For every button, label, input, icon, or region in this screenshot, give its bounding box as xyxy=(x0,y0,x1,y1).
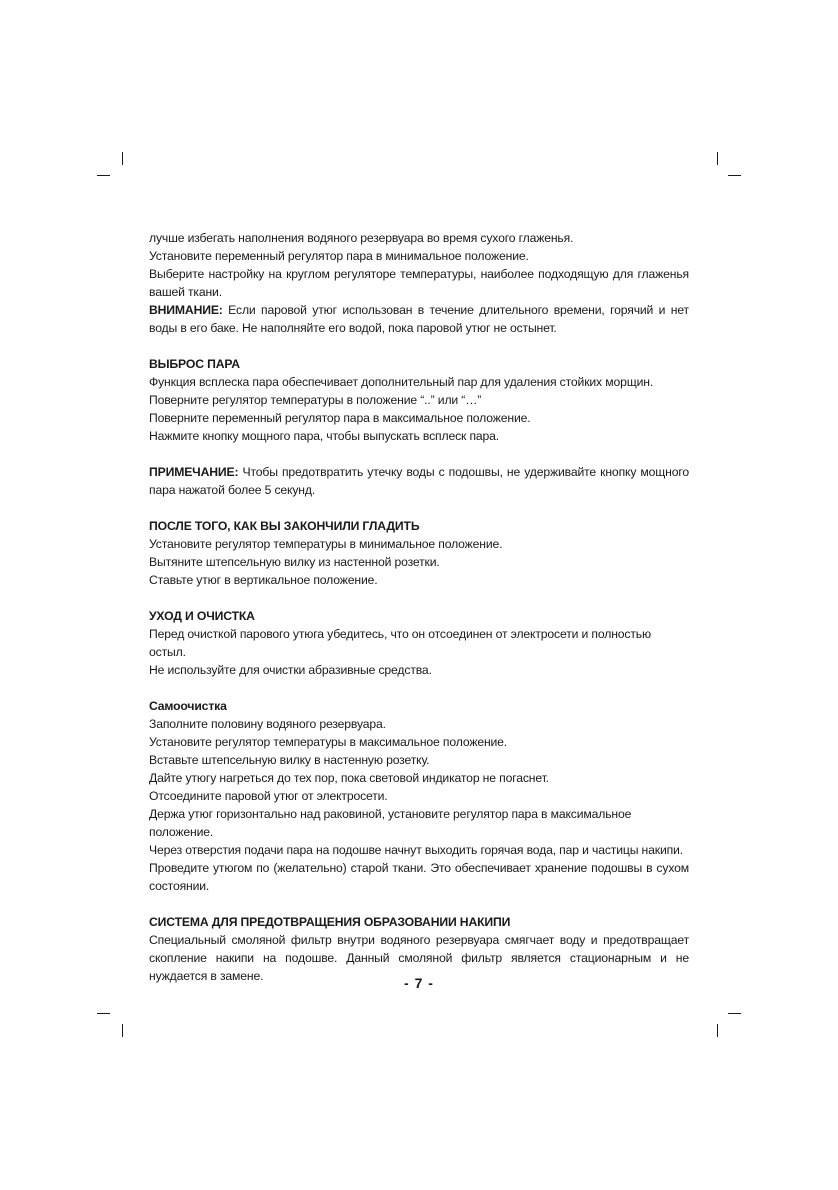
crop-mark-bottom-right-vertical xyxy=(717,1024,718,1037)
anti-scale-text: Специальный смоляной фильтр внутри водяного резервуара смягчает воду и предотвращает скопление накипи на подошве. Данный смоляной фильтр является стационарным и не нуждается в замене. xyxy=(149,933,689,983)
self-clean-line-5: Отсоедините паровой утюг от электросети. xyxy=(149,789,388,803)
note-paragraph xyxy=(149,463,689,499)
steam-burst-line-1: Функция всплеска пара обеспечивает дополнительный пар для удаления стойких морщин. xyxy=(149,375,654,389)
crop-mark-top-right-vertical xyxy=(717,152,718,165)
page-number: - 7 - xyxy=(404,975,434,991)
intro-line-2: Установите переменный регулятор пара в минимальное положение. xyxy=(149,249,529,263)
anti-scale-heading: СИСТЕМА ДЛЯ ПРЕДОТВРАЩЕНИЯ ОБРАЗОВАНИИ НАКИПИ xyxy=(149,915,511,929)
crop-mark-top-left-vertical xyxy=(122,152,123,165)
warning-text: Если паровой утюг использован в течение длительного времени, горячий и нет воды в его баке. Не наполняйте его водой, пока паровой утюг не остынет. xyxy=(149,303,689,335)
self-clean-line-4: Дайте утюгу нагреться до тех пор, пока световой индикатор не погаснет. xyxy=(149,771,549,785)
self-clean-heading: Самоочистка xyxy=(149,699,227,713)
after-ironing-heading: ПОСЛЕ ТОГО, КАК ВЫ ЗАКОНЧИЛИ ГЛАДИТЬ xyxy=(149,519,420,533)
care-heading: УХОД И ОЧИСТКА xyxy=(149,609,255,623)
warning-paragraph xyxy=(149,301,689,337)
self-clean-line-6: Держа утюг горизонтально над раковиной, установите регулятор пара в максимальное положение. xyxy=(149,807,632,839)
after-ironing-line-2: Вытяните штепсельную вилку из настенной розетки. xyxy=(149,555,440,569)
note-label: ПРИМЕЧАНИЕ: xyxy=(149,465,239,479)
steam-burst-line-4: Нажмите кнопку мощного пара, чтобы выпускать всплеск пара. xyxy=(149,429,500,443)
intro-line-1: лучше избегать наполнения водяного резервуара во время сухого глаженья. xyxy=(149,231,574,245)
crop-mark-top-right-horizontal xyxy=(728,175,741,176)
care-line-2: Не используйте для очистки абразивные средства. xyxy=(149,663,432,677)
steam-burst-line-2: Поверните регулятор температуры в положение “..” или “…” xyxy=(149,393,482,407)
crop-mark-bottom-left-vertical xyxy=(122,1024,123,1037)
after-ironing-line-3: Ставьте утюг в вертикальное положение. xyxy=(149,573,378,587)
self-clean-line-8: Проведите утюгом по (желательно) старой ткани. Это обеспечивает хранение подошвы в сухом состоянии. xyxy=(149,861,689,893)
note-text: Чтобы предотвратить утечку воды с подошвы, не удерживайте кнопку мощного пара нажатой более 5 секунд. xyxy=(149,465,689,497)
steam-burst-heading: ВЫБРОС ПАРА xyxy=(149,357,240,371)
after-ironing-line-1: Установите регулятор температуры в минимальное положение. xyxy=(149,537,503,551)
crop-mark-top-left-horizontal xyxy=(97,175,110,176)
steam-burst-line-3: Поверните переменный регулятор пара в максимальное положение. xyxy=(149,411,531,425)
page-content xyxy=(149,229,689,985)
care-line-1: Перед очисткой парового утюга убедитесь, что он отсоединен от электросети и полностью остыл. xyxy=(149,627,651,659)
crop-mark-bottom-left-horizontal xyxy=(97,1013,110,1014)
self-clean-line-3: Вставьте штепсельную вилку в настенную розетку. xyxy=(149,753,430,767)
crop-mark-bottom-right-horizontal xyxy=(728,1013,741,1014)
self-clean-line-7: Через отверстия подачи пара на подошве начнут выходить горячая вода, пар и частицы накипи. xyxy=(149,843,683,857)
self-clean-line-2: Установите регулятор температуры в максимальное положение. xyxy=(149,735,508,749)
intro-line-3: Выберите настройку на круглом регуляторе температуры, наиболее подходящую для глаженья вашей ткани. xyxy=(149,267,689,299)
warning-label: ВНИМАНИЕ: xyxy=(149,303,223,317)
self-clean-line-1: Заполните половину водяного резервуара. xyxy=(149,717,386,731)
